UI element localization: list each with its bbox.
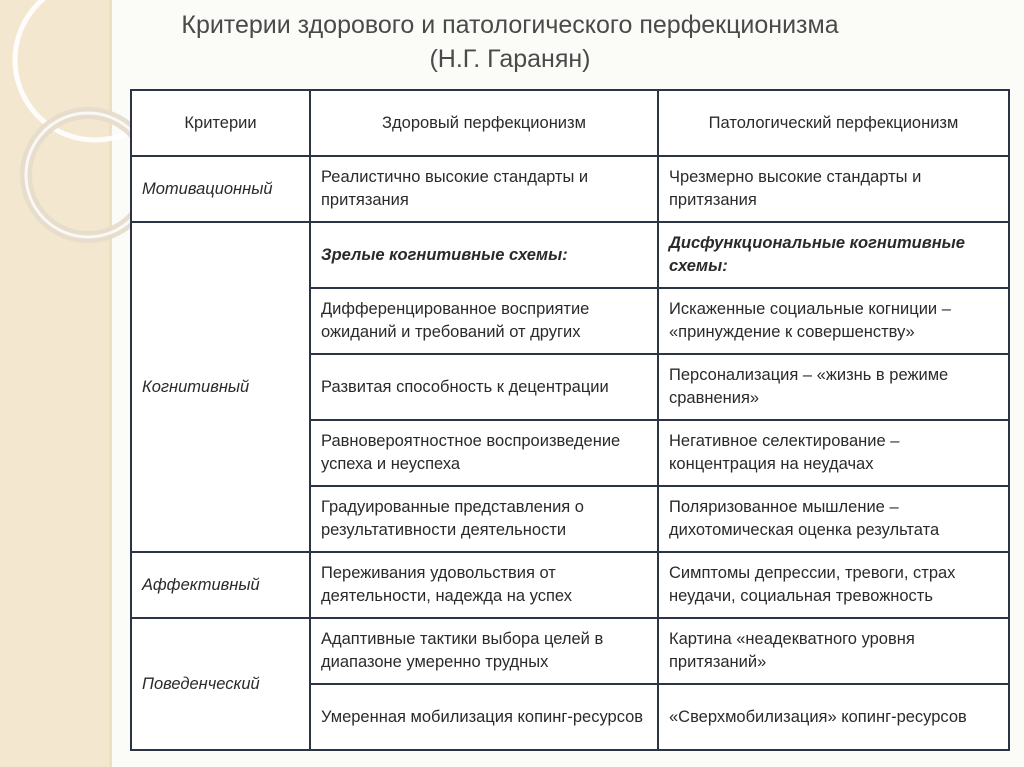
header-healthy: Здоровый перфекционизм [310, 90, 658, 156]
healthy-cell: Умеренная мобилизация копинг-ресурсов [310, 684, 658, 750]
decorative-circles [0, 0, 140, 330]
healthy-cell: Равновероятностное воспроизведение успеха и неуспеха [310, 420, 658, 486]
title-line-2: (Н.Г. Гаранян) [429, 45, 591, 73]
title-line-1: Критерии здорового и патологического перфекционизма [181, 11, 839, 39]
pathological-cell: Искаженные социальные когниции – «принуждение к совершенству» [658, 288, 1009, 354]
pathological-subheading: Дисфункциональные когнитивные схемы: [658, 222, 1009, 288]
healthy-cell: Переживания удовольствия от деятельности, надежда на успех [310, 552, 658, 618]
healthy-subheading: Зрелые когнитивные схемы: [310, 222, 658, 288]
pathological-cell: «Сверхмобилизация» копинг-ресурсов [658, 684, 1009, 750]
table-row [131, 156, 1009, 222]
healthy-cell: Адаптивные тактики выбора целей в диапазоне умеренно трудных [310, 618, 658, 684]
table-row [131, 552, 1009, 618]
pathological-cell: Персонализация – «жизнь в режиме сравнения» [658, 354, 1009, 420]
criteria-table [130, 89, 1010, 751]
healthy-cell: Реалистично высокие стандарты и притязания [310, 156, 658, 222]
criterion-affective: Аффективный [131, 552, 310, 618]
healthy-cell: Дифференцированное восприятие ожиданий и требований от других [310, 288, 658, 354]
pathological-cell: Картина «неадекватного уровня притязаний» [658, 618, 1009, 684]
header-criteria: Критерии [131, 90, 310, 156]
criterion-cognitive: Когнитивный [131, 222, 310, 552]
table-row [131, 222, 1009, 288]
header-pathological: Патологический перфекционизм [658, 90, 1009, 156]
pathological-cell: Симптомы депрессии, тревоги, страх неудачи, социальная тревожность [658, 552, 1009, 618]
page-title [150, 8, 870, 76]
criterion-behavioral: Поведенческий [131, 618, 310, 750]
criterion-motivational: Мотивационный [131, 156, 310, 222]
pathological-cell: Поляризованное мышление – дихотомическая оценка результата [658, 486, 1009, 552]
healthy-cell: Развитая способность к децентрации [310, 354, 658, 420]
pathological-cell: Негативное селектирование – концентрация на неудачах [658, 420, 1009, 486]
pathological-cell: Чрезмерно высокие стандарты и притязания [658, 156, 1009, 222]
healthy-cell: Градуированные представления о результативности деятельности [310, 486, 658, 552]
table-row [131, 618, 1009, 684]
table-header-row [131, 90, 1009, 156]
